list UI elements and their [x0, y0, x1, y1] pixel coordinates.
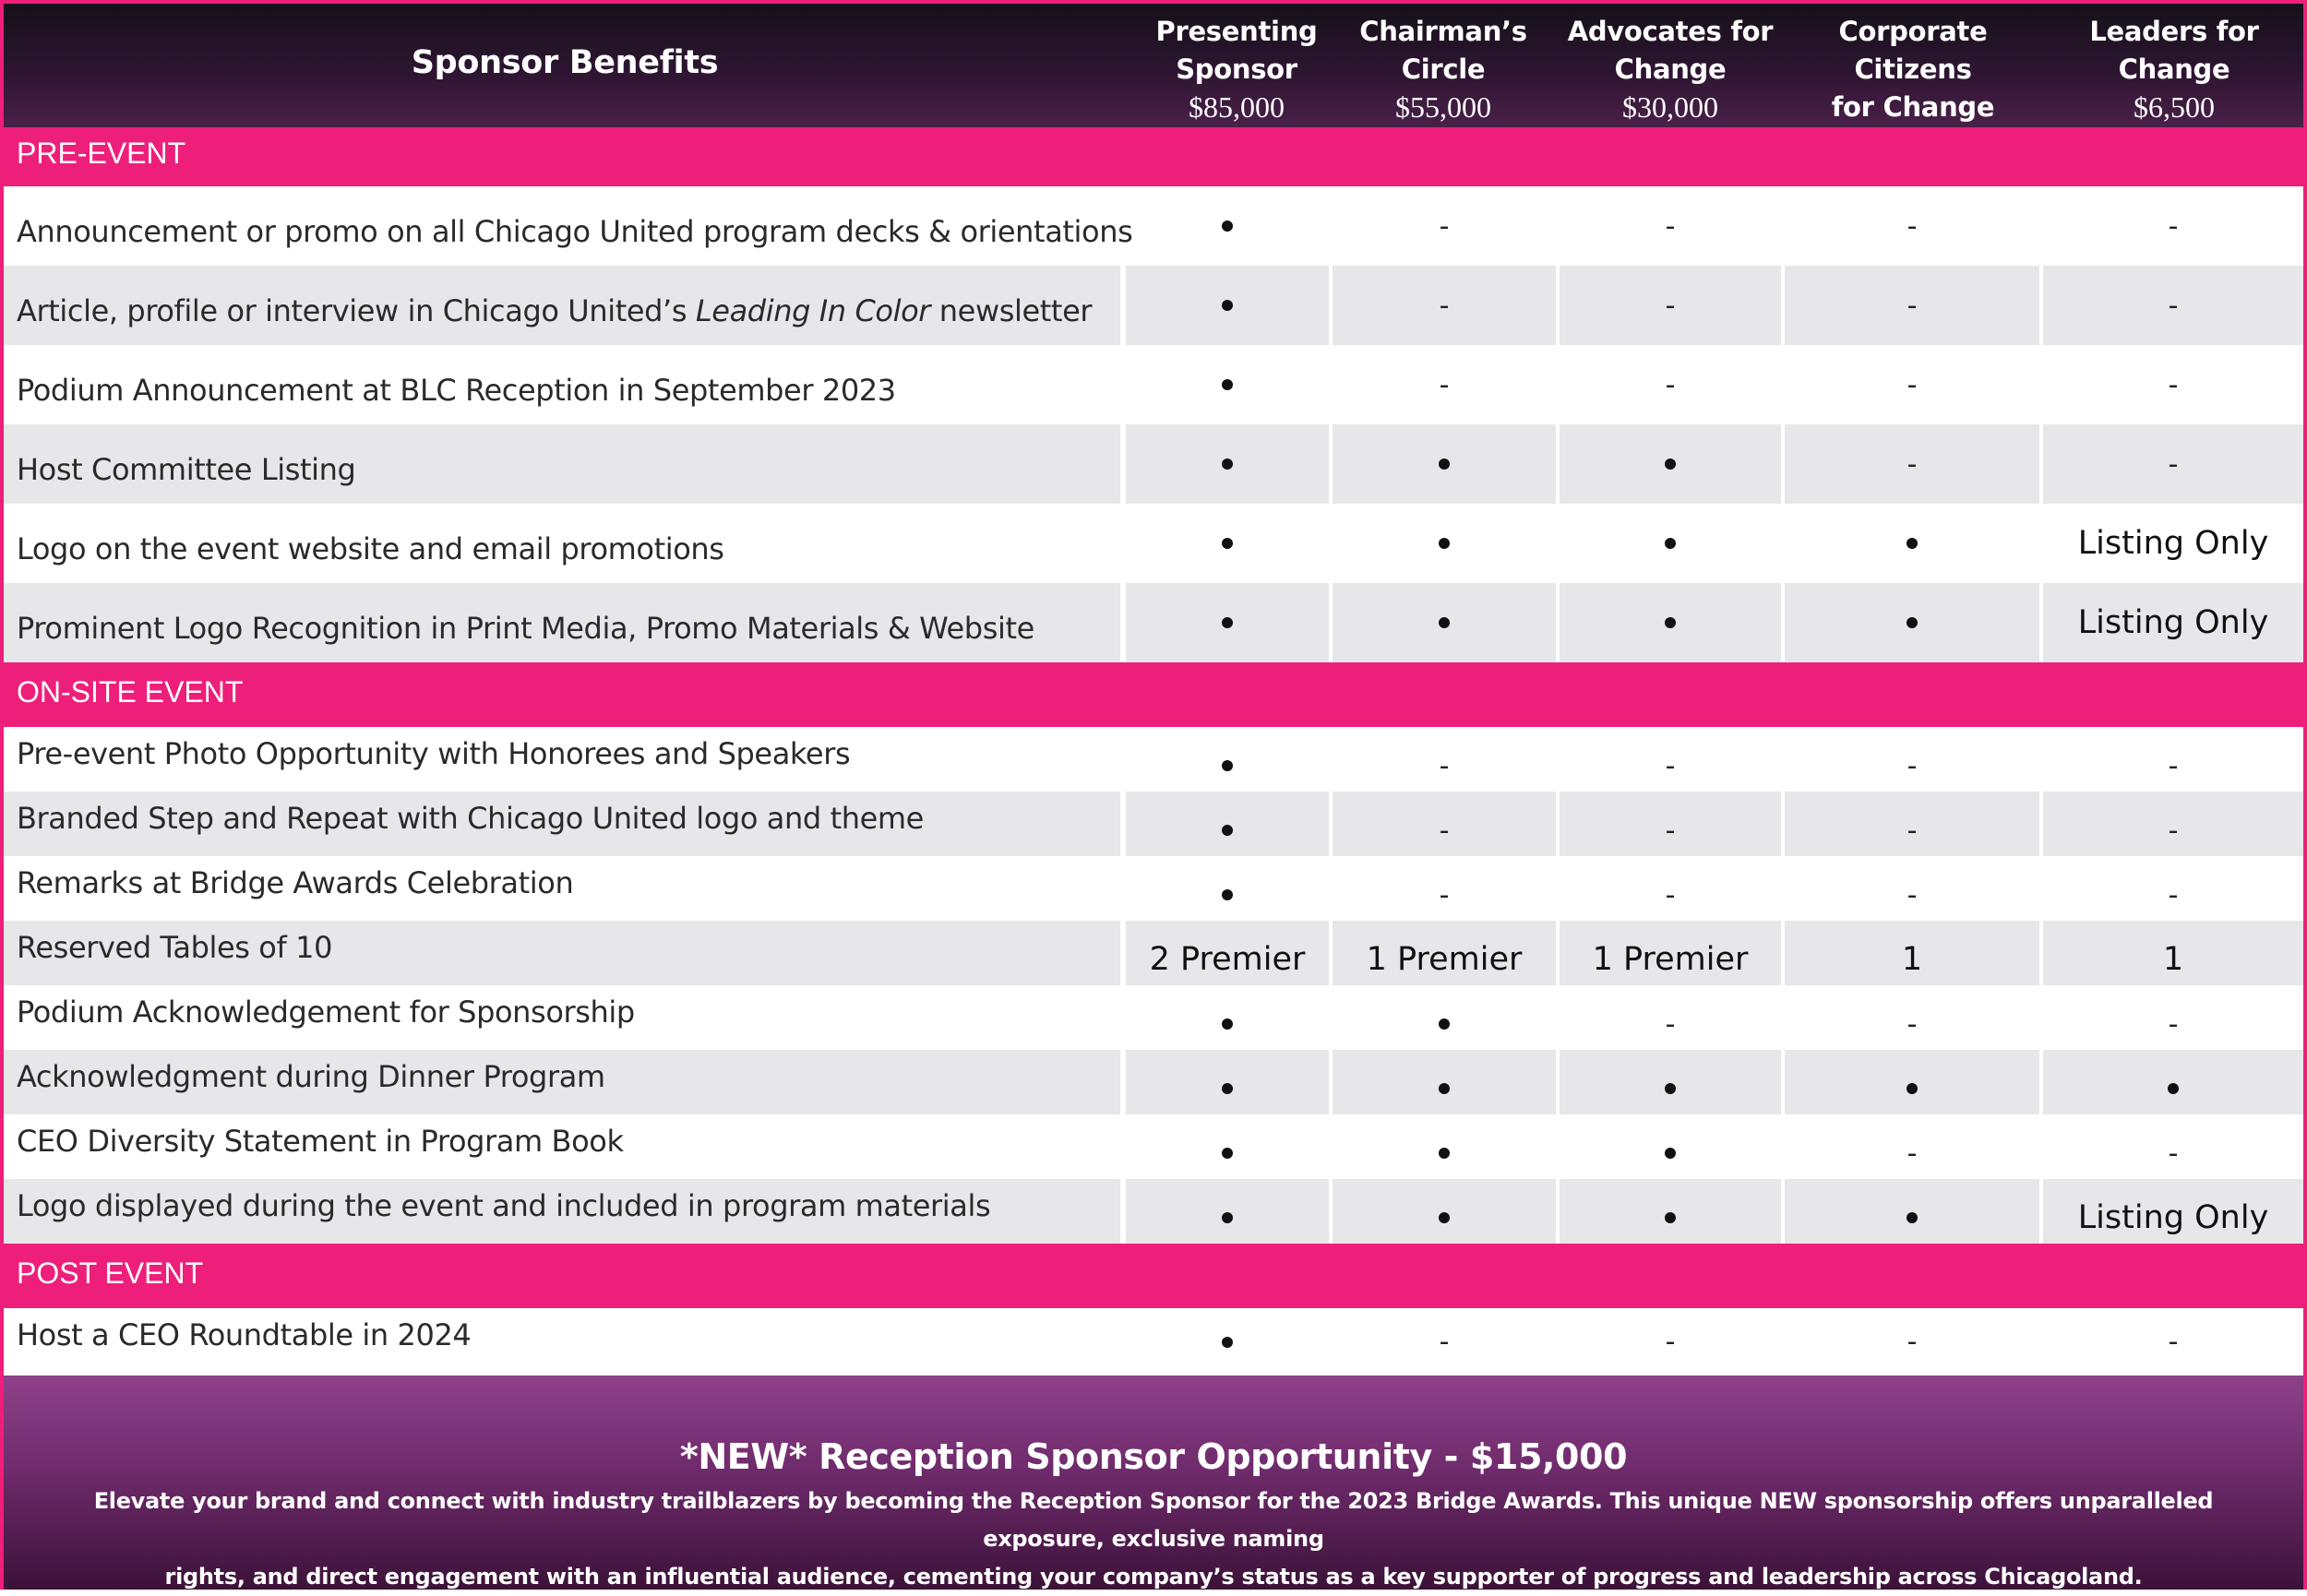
- included-bullet-icon: [1222, 760, 1233, 771]
- section-header: [4, 127, 2303, 186]
- not-included-dash: -: [2168, 1007, 2179, 1041]
- not-included-dash: -: [1907, 368, 1918, 401]
- benefit-label: [17, 293, 1092, 328]
- not-included-dash: -: [1907, 289, 1918, 322]
- tier-cell: [1333, 856, 1556, 921]
- tier-cell: [2043, 1308, 2303, 1376]
- not-included-dash: -: [1665, 878, 1676, 911]
- benefit-label: Announcement or promo on all Chicago United program decks & orientations: [17, 214, 1133, 249]
- tier-cell: [1785, 985, 2039, 1050]
- tier-cell: [1333, 1050, 1556, 1114]
- tier-header-corporate: [1779, 4, 2047, 127]
- tier-cell: [1560, 1179, 1781, 1244]
- tier-cell: [2043, 345, 2303, 424]
- tier-cell: [1333, 1308, 1556, 1376]
- tier-cell: [2043, 1050, 2303, 1114]
- tier-cell: [1126, 504, 1329, 583]
- not-included-dash: -: [1907, 1326, 1918, 1358]
- included-bullet-icon: [1222, 889, 1233, 900]
- not-included-dash: -: [2168, 878, 2179, 911]
- included-bullet-icon: [1222, 1212, 1233, 1223]
- included-bullet-icon: [2168, 1083, 2179, 1094]
- tier-cell: [1126, 727, 1329, 792]
- not-included-dash: -: [2168, 209, 2179, 243]
- tier-cell: [2043, 504, 2303, 583]
- included-bullet-icon: [1222, 379, 1233, 390]
- benefit-row: [4, 504, 2303, 583]
- included-bullet-icon: [1439, 538, 1450, 549]
- not-included-dash: -: [2168, 749, 2179, 782]
- tier-header-chairmans: [1333, 4, 1554, 127]
- tier-name-line2: Circle: [1401, 54, 1486, 85]
- tier-value-text: 1: [1901, 941, 1923, 978]
- tier-cell: [1333, 792, 1556, 856]
- included-bullet-icon: [1222, 1083, 1233, 1094]
- not-included-dash: -: [1439, 1326, 1450, 1358]
- tier-cell: [1126, 583, 1329, 662]
- tier-cell: [1560, 921, 1781, 985]
- not-included-dash: -: [1907, 209, 1918, 243]
- included-bullet-icon: [1907, 538, 1918, 549]
- benefit-label: Logo on the event website and email promotions: [17, 531, 724, 566]
- tier-cell: [1333, 504, 1556, 583]
- tier-cell: [1785, 504, 2039, 583]
- tier-value-text: 1 Premier: [1592, 941, 1749, 978]
- benefit-row: [4, 1308, 2303, 1376]
- tier-header-advocates: [1560, 4, 1781, 127]
- tier-header-leaders: [2054, 4, 2294, 127]
- tier-cell: [2043, 186, 2303, 266]
- tier-cell: [1126, 985, 1329, 1050]
- tier-cell: [1333, 583, 1556, 662]
- tier-cell: [1126, 1179, 1329, 1244]
- benefit-label: Podium Acknowledgement for Sponsorship: [17, 995, 635, 1030]
- benefit-label: Acknowledgment during Dinner Program: [17, 1059, 605, 1094]
- benefit-label: Reserved Tables of 10: [17, 930, 333, 965]
- benefit-label: Podium Announcement at BLC Reception in September 2023: [17, 373, 896, 408]
- tier-cell: [1333, 424, 1556, 504]
- tier-price: $30,000: [1622, 90, 1718, 124]
- tier-value-text: Listing Only: [2077, 604, 2269, 641]
- tier-cell: [1126, 424, 1329, 504]
- tier-cell: [1785, 1114, 2039, 1179]
- tier-cell: [1560, 583, 1781, 662]
- included-bullet-icon: [1439, 1212, 1450, 1223]
- tier-cell: [2043, 985, 2303, 1050]
- tier-cell: [1333, 1179, 1556, 1244]
- tier-cell: [1785, 792, 2039, 856]
- not-included-dash: -: [1907, 814, 1918, 847]
- included-bullet-icon: [1439, 1148, 1450, 1159]
- tier-cell: [1126, 345, 1329, 424]
- not-included-dash: -: [1439, 368, 1450, 401]
- tier-cell: [1560, 504, 1781, 583]
- benefit-label: CEO Diversity Statement in Program Book: [17, 1124, 624, 1159]
- tier-cell: [1560, 345, 1781, 424]
- tier-name-line2: for Change: [1831, 91, 1995, 123]
- benefit-row: [4, 1114, 2303, 1179]
- not-included-dash: -: [1665, 814, 1676, 847]
- tier-cell: [2043, 1114, 2303, 1179]
- tier-cell: [1560, 1308, 1781, 1376]
- tier-cell: [1560, 424, 1781, 504]
- included-bullet-icon: [1439, 617, 1450, 628]
- tier-name-line2: Change: [2118, 54, 2230, 85]
- not-included-dash: -: [1665, 1007, 1676, 1041]
- tier-cell: [1785, 856, 2039, 921]
- tier-price: $85,000: [1189, 90, 1285, 124]
- tier-cell: [1785, 1050, 2039, 1114]
- tier-name-line1: Leaders for: [2089, 16, 2259, 47]
- tier-cell: [2043, 856, 2303, 921]
- not-included-dash: -: [1439, 878, 1450, 911]
- tier-cell: [1560, 1114, 1781, 1179]
- included-bullet-icon: [1222, 617, 1233, 628]
- not-included-dash: -: [1907, 1007, 1918, 1041]
- benefit-label: Branded Step and Repeat with Chicago United logo and theme: [17, 801, 924, 836]
- not-included-dash: -: [2168, 1326, 2179, 1358]
- included-bullet-icon: [1907, 1083, 1918, 1094]
- not-included-dash: -: [2168, 289, 2179, 322]
- tier-cell: [1333, 727, 1556, 792]
- banner-title: *NEW* Reception Sponsor Opportunity - $15,000: [679, 1436, 1628, 1477]
- tier-cell: [1560, 792, 1781, 856]
- included-bullet-icon: [1665, 1083, 1676, 1094]
- benefit-label: Remarks at Bridge Awards Celebration: [17, 865, 574, 900]
- included-bullet-icon: [1222, 1018, 1233, 1030]
- benefit-row: [4, 424, 2303, 504]
- tier-cell: [1560, 985, 1781, 1050]
- not-included-dash: -: [1665, 209, 1676, 243]
- tier-cell: [1333, 186, 1556, 266]
- tier-cell: [2043, 583, 2303, 662]
- tier-name-line2: Change: [1614, 54, 1727, 85]
- included-bullet-icon: [1665, 538, 1676, 549]
- included-bullet-icon: [1222, 1148, 1233, 1159]
- benefit-row: [4, 583, 2303, 662]
- tier-cell: [1333, 345, 1556, 424]
- banner-body-line2: rights, and direct engagement with an influential audience, cementing your company’s status as a key supporter of progress and leadership across Chicagoland.: [164, 1564, 2143, 1590]
- tier-price: $55,000: [1395, 90, 1491, 124]
- tier-cell: [2043, 1179, 2303, 1244]
- tier-cell: [1333, 921, 1556, 985]
- not-included-dash: -: [1665, 289, 1676, 322]
- tier-cell: [1560, 856, 1781, 921]
- tier-name-line1: Corporate Citizens: [1838, 16, 1988, 85]
- benefit-text: newsletter: [930, 293, 1093, 328]
- banner-body-line1: Elevate your brand and connect with industry trailblazers by becoming the Reception Sponsor for the 2023 Bridge Awards. This unique NEW sponsorship offers unparalleled exposure, exclusive naming: [93, 1488, 2214, 1552]
- included-bullet-icon: [1222, 538, 1233, 549]
- benefit-row: [4, 345, 2303, 424]
- section-title: POST EVENT: [17, 1257, 204, 1290]
- table-header: [4, 4, 2303, 127]
- included-bullet-icon: [1665, 617, 1676, 628]
- tier-cell: [2043, 921, 2303, 985]
- tier-name-line1: Presenting: [1155, 16, 1318, 47]
- included-bullet-icon: [1222, 300, 1233, 311]
- included-bullet-icon: [1907, 1212, 1918, 1223]
- not-included-dash: -: [1907, 447, 1918, 481]
- benefit-row: [4, 985, 2303, 1050]
- tier-cell: [2043, 727, 2303, 792]
- benefit-row: [4, 727, 2303, 792]
- benefit-label: Prominent Logo Recognition in Print Media, Promo Materials & Website: [17, 611, 1034, 646]
- benefit-row: [4, 1179, 2303, 1244]
- tier-cell: [1126, 186, 1329, 266]
- banner-body: [41, 1483, 2266, 1596]
- newsletter-title: Leading In Color: [695, 293, 931, 328]
- not-included-dash: -: [2168, 447, 2179, 481]
- tier-cell: [2043, 266, 2303, 345]
- benefit-row: [4, 921, 2303, 985]
- not-included-dash: -: [2168, 1137, 2179, 1170]
- included-bullet-icon: [1439, 1083, 1450, 1094]
- benefit-row: [4, 1050, 2303, 1114]
- benefit-label: Host a CEO Roundtable in 2024: [17, 1317, 472, 1352]
- not-included-dash: -: [1665, 368, 1676, 401]
- tier-cell: [1126, 1308, 1329, 1376]
- tier-cell: [1785, 583, 2039, 662]
- tier-cell: [1126, 792, 1329, 856]
- not-included-dash: -: [1665, 749, 1676, 782]
- tier-name-line2: Sponsor: [1176, 54, 1297, 85]
- tier-cell: [1785, 921, 2039, 985]
- benefit-row: [4, 856, 2303, 921]
- section-title: ON-SITE EVENT: [17, 675, 244, 709]
- header-title: Sponsor Benefits: [411, 44, 719, 81]
- tier-cell: [1333, 266, 1556, 345]
- benefit-label: Host Committee Listing: [17, 452, 356, 487]
- included-bullet-icon: [1439, 1018, 1450, 1030]
- included-bullet-icon: [1222, 1337, 1233, 1348]
- tier-cell: [2043, 792, 2303, 856]
- not-included-dash: -: [1439, 814, 1450, 847]
- included-bullet-icon: [1222, 220, 1233, 232]
- tier-value-text: 1: [2162, 941, 2184, 978]
- tier-cell: [1126, 856, 1329, 921]
- not-included-dash: -: [2168, 368, 2179, 401]
- tier-cell: [1560, 727, 1781, 792]
- tier-cell: [1126, 1050, 1329, 1114]
- tier-cell: [1333, 985, 1556, 1050]
- tier-cell: [1785, 345, 2039, 424]
- benefit-row: [4, 186, 2303, 266]
- tier-cell: [1560, 266, 1781, 345]
- benefit-label: Pre-event Photo Opportunity with Honorees and Speakers: [17, 736, 851, 771]
- section-title: PRE-EVENT: [17, 137, 186, 170]
- not-included-dash: -: [1907, 749, 1918, 782]
- included-bullet-icon: [1665, 1148, 1676, 1159]
- tier-cell: [1560, 186, 1781, 266]
- included-bullet-icon: [1907, 617, 1918, 628]
- tier-value-text: 1 Premier: [1366, 941, 1523, 978]
- not-included-dash: -: [2168, 814, 2179, 847]
- tier-cell: [2043, 424, 2303, 504]
- not-included-dash: -: [1439, 289, 1450, 322]
- not-included-dash: -: [1665, 1326, 1676, 1358]
- tier-cell: [1785, 727, 2039, 792]
- reception-sponsor-banner: [4, 1376, 2303, 1590]
- tier-cell: [1560, 1050, 1781, 1114]
- tier-cell: [1785, 1308, 2039, 1376]
- tier-cell: [1785, 1179, 2039, 1244]
- tier-cell: [1785, 424, 2039, 504]
- tier-cell: [1333, 1114, 1556, 1179]
- tier-price: $6,500: [2134, 90, 2215, 124]
- included-bullet-icon: [1222, 459, 1233, 470]
- not-included-dash: -: [1907, 1137, 1918, 1170]
- benefit-row: [4, 792, 2303, 856]
- tier-cell: [1126, 266, 1329, 345]
- benefit-label: Logo displayed during the event and included in program materials: [17, 1188, 991, 1223]
- tier-value-text: Listing Only: [2077, 1199, 2269, 1236]
- tier-value-text: 2 Premier: [1149, 941, 1306, 978]
- tier-cell: [1785, 266, 2039, 345]
- not-included-dash: -: [1439, 749, 1450, 782]
- benefit-text: Article, profile or interview in Chicago United’s: [17, 293, 696, 328]
- tier-cell: [1126, 921, 1329, 985]
- tier-cell: [1785, 186, 2039, 266]
- included-bullet-icon: [1222, 825, 1233, 836]
- not-included-dash: -: [1439, 209, 1450, 243]
- included-bullet-icon: [1439, 459, 1450, 470]
- tier-value-text: Listing Only: [2077, 525, 2269, 562]
- tier-cell: [1126, 1114, 1329, 1179]
- included-bullet-icon: [1665, 1212, 1676, 1223]
- tier-header-presenting: [1128, 4, 1345, 127]
- section-header: [4, 1244, 2303, 1308]
- benefit-row: [4, 266, 2303, 345]
- not-included-dash: -: [1907, 878, 1918, 911]
- included-bullet-icon: [1665, 459, 1676, 470]
- section-header: [4, 662, 2303, 727]
- tier-name-line1: Advocates for: [1567, 16, 1774, 47]
- tier-name-line1: Chairman’s: [1359, 16, 1527, 47]
